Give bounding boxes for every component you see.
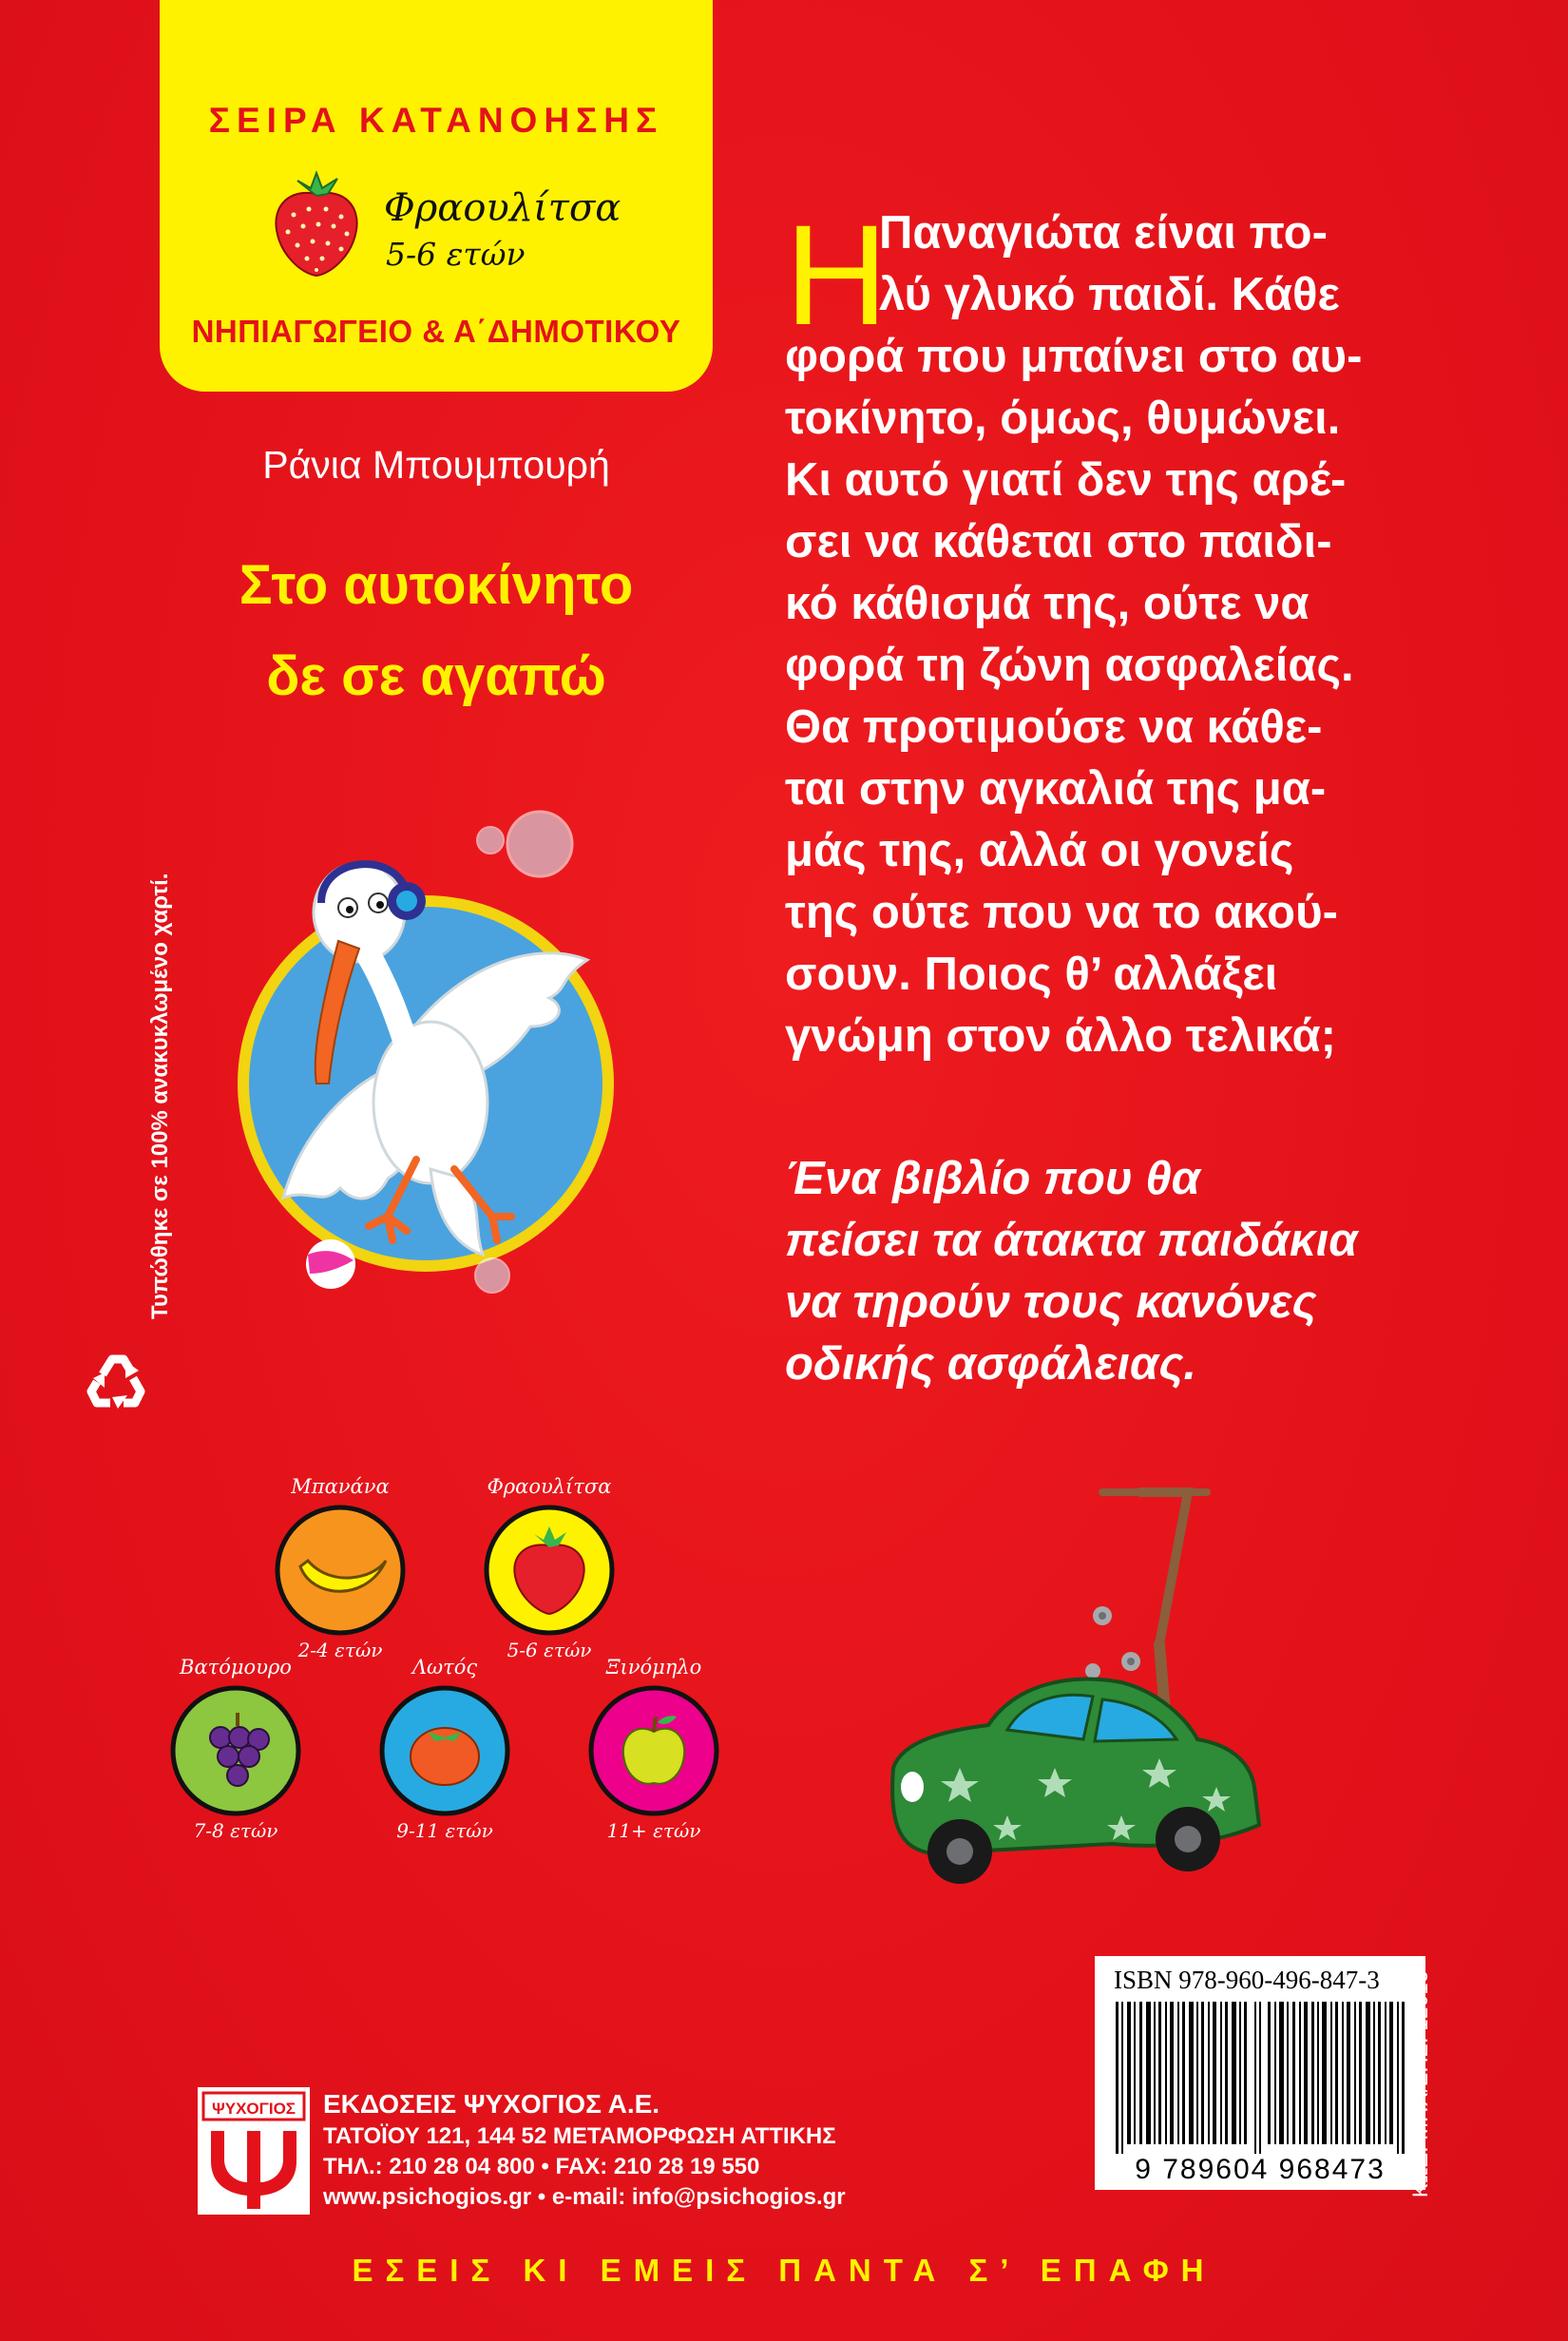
isbn-label: ISBN 978-960-496-847-3 — [1114, 1966, 1380, 1994]
blurb-line: φορά που μπαίνει στο αυ- — [785, 331, 1363, 382]
blurb-line: μάς της, αλλά οι γονείς — [785, 825, 1294, 876]
recycle-note: Τυπώθηκε σε 100% ανακυκλωμένο χαρτί. — [147, 873, 173, 1319]
author-name: Ράνια Μπουμπουρή — [262, 443, 610, 487]
book-title — [160, 540, 713, 722]
barcode-digits: 9 789604 968473 — [1135, 2154, 1386, 2185]
fruit-series-name: Φραουλίτσα — [487, 1475, 612, 1498]
strawberry-icon — [483, 1504, 616, 1637]
blurb-dropcap: Η — [785, 195, 889, 355]
fruit-series-name: Μπανάνα — [291, 1475, 390, 1498]
fruit-series-banana — [264, 1475, 416, 1665]
fruit-series-apple — [578, 1656, 730, 1846]
fruit-series-name: Ξινόμηλο — [605, 1656, 702, 1679]
blurb-line: ται στην αγκαλιά της μα- — [785, 763, 1327, 815]
book-title-line-2: δε σε αγαπώ — [266, 645, 606, 707]
tagline-line: να τηρούν τους κανόνες — [785, 1276, 1317, 1328]
fruit-series-name: Λωτός — [411, 1656, 478, 1679]
publisher-slogan: ΕΣΕΙΣ ΚΙ ΕΜΕΙΣ ΠΑΝΤΑ Σ’ ΕΠΑΦΗ — [352, 2253, 1216, 2288]
book-title-line-1: Στο αυτοκίνητο — [239, 554, 634, 616]
fruit-series-age: 2-4 ετών — [297, 1639, 383, 1661]
strawberry-icon — [269, 167, 364, 279]
blurb-line: κό κάθισμά της, ούτε να — [785, 578, 1310, 629]
banana-icon — [274, 1504, 407, 1637]
blurb-line: λύ γλυκό παιδί. Κάθε — [879, 269, 1340, 320]
series-name: Φραουλίτσα — [384, 186, 621, 230]
blurb-line: φορά τη ζώνη ασφαλείας. — [785, 640, 1354, 691]
publisher-phones: ΤΗΛ.: 210 28 04 800 • FAX: 210 28 19 550 — [323, 2154, 760, 2179]
product-code: ΚΩΔ. ΜΗΧ/ΣΗΣ: 12013 — [1408, 1969, 1432, 2197]
blurb-line: σει να κάθεται στο παιδι- — [785, 516, 1332, 567]
apple-icon — [587, 1684, 720, 1817]
series-panel — [160, 0, 713, 392]
fruit-series-name: Βατόμουρο — [180, 1656, 292, 1679]
tagline-line: Ένα βιβλίο που θα — [785, 1153, 1201, 1204]
publisher-address: ΤΑΤΟΪΟΥ 121, 144 52 ΜΕΤΑΜΟΡΦΩΣΗ ΑΤΤΙΚΗΣ — [323, 2123, 836, 2149]
isbn-barcode — [1095, 1956, 1425, 2190]
fruit-series-persimmon — [369, 1656, 521, 1846]
fruit-series-age: 9-11 ετών — [396, 1819, 493, 1842]
blurb-tagline — [785, 1148, 1358, 1395]
blurb-line: της ούτε που να το ακού- — [785, 887, 1338, 938]
grapes-icon — [169, 1684, 302, 1817]
blurb-line: Κι αυτό γιατί δεν της αρέ- — [785, 454, 1347, 506]
publisher-info — [323, 2087, 846, 2213]
persimmon-icon — [378, 1684, 511, 1817]
blurb-line: Θα προτιμούσε να κάθε- — [785, 701, 1323, 753]
publisher-web[interactable]: www.psichogios.gr • e-mail: info@psichogios.gr — [323, 2184, 846, 2210]
tagline-line: πείσει τα άτακτα παιδάκια — [785, 1215, 1358, 1266]
stork-illustration — [226, 798, 625, 1331]
fruit-series-age: 11+ ετών — [606, 1819, 701, 1842]
fruit-series-strawberry — [473, 1475, 625, 1665]
tagline-line: οδικής ασφάλειας. — [785, 1338, 1196, 1390]
publisher-name: ΕΚΔΟΣΕΙΣ ΨΥΧΟΓΙΟΣ Α.Ε. — [323, 2089, 660, 2119]
series-age: 5-6 ετών — [386, 236, 526, 273]
fruit-series-age: 5-6 ετών — [507, 1639, 592, 1661]
blurb-line: γνώμη στον άλλο τελικά; — [785, 1010, 1336, 1062]
fruit-series-age: 7-8 ετών — [193, 1819, 278, 1842]
car-illustration — [874, 1454, 1283, 1929]
blurb-line: Παναγιώτα είναι πο- — [879, 207, 1328, 259]
publisher-logo — [198, 2087, 310, 2215]
blurb-line: σουν. Ποιος θ’ αλλάξει — [785, 949, 1278, 1000]
blurb-line: τοκίνητο, όμως, θυμώνει. — [785, 393, 1341, 444]
series-grade: ΝΗΠΙΑΓΩΓΕΙΟ & Α΄ΔΗΜΟΤΙΚΟΥ — [191, 314, 681, 349]
series-title: ΣΕΙΡΑ ΚΑΤΑΝΟΗΣΗΣ — [208, 101, 664, 140]
svg-text:ΨΥΧΟΓΙΟΣ: ΨΥΧΟΓΙΟΣ — [211, 2100, 296, 2118]
recycle-icon — [84, 1350, 150, 1414]
fruit-series-grapes — [160, 1656, 312, 1846]
barcode-icon — [1116, 2002, 1405, 2154]
